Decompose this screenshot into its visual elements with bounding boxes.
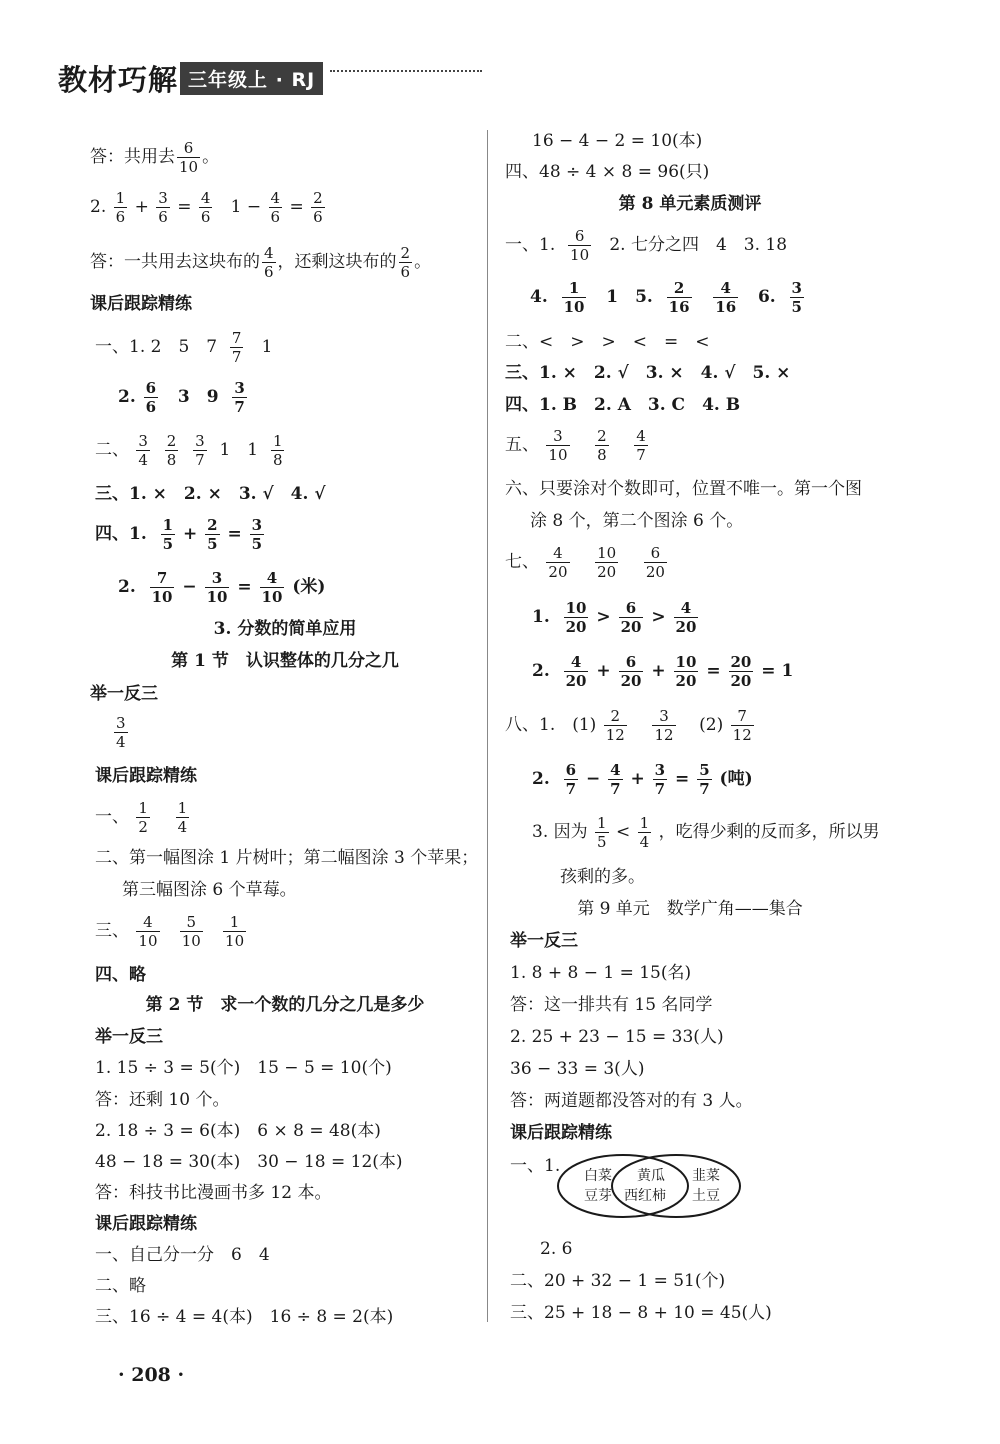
- section-heading: 举一反三: [90, 684, 158, 704]
- answer-line: 36 − 33 = 3(人): [510, 1059, 645, 1079]
- answer-line: 三、16 ÷ 4 = 4(本) 16 ÷ 8 = 2(本): [95, 1307, 394, 1327]
- answer-line: 八、1. (1) $\frac{2}{12}$ $\frac{3}{12}$ (2) $\frac{7}{12}$: [505, 707, 752, 745]
- page-number: · 208 ·: [118, 1364, 185, 1386]
- answer-line: 1. 15 ÷ 3 = 5(个) 15 − 5 = 10(个): [95, 1058, 392, 1078]
- answer-line: 二、< > > < = <: [505, 332, 710, 352]
- answer-line: 二、略: [95, 1276, 146, 1296]
- answer-line: 答：两道题都没答对的有 3 人。: [510, 1091, 753, 1111]
- answer-line: 1. 8 + 8 − 1 = 15(名): [510, 963, 692, 983]
- venn-left-label-2: 豆芽: [584, 1188, 612, 1204]
- venn-right-label-1: 韭菜: [692, 1168, 720, 1184]
- answer-line: 答：共用去 $\frac{6}{10}$ 。: [90, 139, 220, 177]
- answer-line: 四、48 ÷ 4 × 8 = 96(只): [505, 162, 710, 182]
- answer-line: 三、1. × 2. √ 3. × 4. √ 5. ×: [505, 363, 791, 383]
- section-title: 第 9 单元 数学广角——集合: [577, 899, 803, 919]
- answer-line: 二、20 + 32 − 1 = 51(个): [510, 1271, 726, 1291]
- answer-line: 16 − 4 − 2 = 10(本): [532, 131, 703, 151]
- venn-right-label-2: 土豆: [692, 1188, 720, 1204]
- answer-line: 三、 $\frac{4}{10}$ $\frac{5}{10}$ $\frac{1}{10}$: [95, 913, 245, 951]
- answer-line: 答：一共用去这块布的 $\frac{4}{6}$ ，还剩这块布的 $\frac{2}{6}$ 。: [90, 244, 432, 282]
- answer-line: 2. 25 + 23 − 15 = 33(人): [510, 1027, 724, 1047]
- answer-line: 一、自己分一分 6 4: [95, 1245, 270, 1265]
- answer-line: 四、1. B 2. A 3. C 4. B: [505, 395, 741, 415]
- equation-line: 1. $\frac{10}{20}$ > $\frac{6}{20}$ > $\frac{4}{20}$: [532, 599, 697, 637]
- section-heading: 举一反三: [95, 1027, 163, 1047]
- section-heading: 课后跟踪精练: [95, 766, 197, 786]
- venn-right-set: [612, 1155, 740, 1217]
- column-divider: [487, 130, 488, 1322]
- equation-line: 2. $\frac{7}{10}$ − $\frac{3}{10}$ = $\frac{4}{10}$ (米): [118, 569, 326, 607]
- answer-line: 二、第一幅图涂 1 片树叶；第二幅图涂 3 个苹果；: [95, 848, 479, 868]
- answer-line: 二、 $\frac{3}{4}$ $\frac{2}{8}$ $\frac{3}{7}$ 1 1 $\frac{1}{8}$: [95, 432, 283, 470]
- section-heading: 课后跟踪精练: [90, 294, 192, 314]
- answer-line: 2. $\frac{6}{6}$ 3 9 $\frac{3}{7}$: [118, 379, 245, 417]
- answer-line: 涂 8 个，第二个图涂 6 个。: [530, 511, 744, 531]
- equation-line: 2. $\frac{1}{6}$ + $\frac{3}{6}$ = $\frac{4}{6}$ 1 − $\frac{4}{6}$ = $\frac{2}{6}$: [90, 189, 323, 227]
- answer-line: 2. 6: [540, 1239, 573, 1259]
- answer-line: 一、1. 2 5 7 $\frac{7}{7}$ 1: [95, 329, 273, 367]
- equation-line: 2. $\frac{4}{20}$ + $\frac{6}{20}$ + $\frac{10}{20}$ = $\frac{20}{20}$ = 1: [532, 653, 794, 691]
- answer-line: 一、1.: [510, 1156, 561, 1176]
- section-title: 第 2 节 求一个数的几分之几是多少: [145, 995, 425, 1015]
- venn-mid-label-2: 西红柿: [624, 1188, 666, 1204]
- answer-line: 七、 $\frac{4}{20}$ $\frac{10}{20}$ $\frac{6}{20}$: [505, 544, 665, 582]
- answer-line: $\frac{3}{4}$: [116, 714, 126, 752]
- answer-line: 答：这一排共有 15 名同学: [510, 995, 713, 1015]
- venn-mid-label-1: 黄瓜: [637, 1168, 665, 1184]
- venn-left-set: [558, 1155, 688, 1217]
- answer-line: 四、略: [95, 965, 146, 985]
- equation-line: 3. 因为 $\frac{1}{5}$ < $\frac{1}{4}$ ，吃得少剩的反而多，所以男: [532, 814, 880, 852]
- grade-badge: 三年级上 · RJ: [180, 62, 323, 95]
- chapter-title: 3. 分数的简单应用: [213, 619, 357, 639]
- answer-line: 2. 18 ÷ 3 = 6(本) 6 × 8 = 48(本): [95, 1121, 381, 1141]
- answer-line: 答：科技书比漫画书多 12 本。: [95, 1183, 332, 1203]
- header-dotted-rule: [330, 70, 482, 72]
- answer-line: 48 − 18 = 30(本) 30 − 18 = 12(本): [95, 1152, 403, 1172]
- answer-line: 孩剩的多。: [560, 867, 645, 887]
- section-heading: 举一反三: [510, 931, 578, 951]
- answer-line: 六、只要涂对个数即可，位置不唯一。第一个图: [505, 479, 862, 499]
- section-heading: 课后跟踪精练: [510, 1123, 612, 1143]
- answer-line: 4. $\frac{1}{10}$ 1 5. $\frac{2}{16}$ $\frac{4}{16}$ 6. $\frac{3}{5}$: [530, 279, 802, 317]
- section-title: 第 8 单元素质测评: [618, 194, 762, 214]
- equation-line: 四、1. $\frac{1}{5}$ + $\frac{2}{5}$ = $\frac{3}{5}$: [95, 516, 263, 554]
- answer-line: 三、25 + 18 − 8 + 10 = 45(人): [510, 1303, 772, 1323]
- answer-line: 五、 $\frac{3}{10}$ $\frac{2}{8}$ $\frac{4}{7}$: [505, 427, 646, 465]
- answer-line: 一、 $\frac{1}{2}$ $\frac{1}{4}$: [95, 799, 188, 837]
- section-title: 第 1 节 认识整体的几分之几: [171, 651, 399, 671]
- equation-line: 2. $\frac{6}{7}$ − $\frac{4}{7}$ + $\frac{3}{7}$ = $\frac{5}{7}$ (吨): [532, 761, 753, 799]
- venn-diagram: [556, 1150, 742, 1222]
- book-title: 教材巧解: [58, 63, 179, 97]
- venn-left-label-1: 白菜: [584, 1168, 612, 1184]
- answer-line: 第三幅图涂 6 个草莓。: [122, 880, 297, 900]
- answer-line: 三、1. × 2. × 3. √ 4. √: [95, 484, 326, 504]
- answer-line: 一、1. $\frac{6}{10}$ 2. 七分之四 4 3. 18: [505, 227, 788, 265]
- section-heading: 课后跟踪精练: [95, 1214, 197, 1234]
- answer-line: 答：还剩 10 个。: [95, 1090, 230, 1110]
